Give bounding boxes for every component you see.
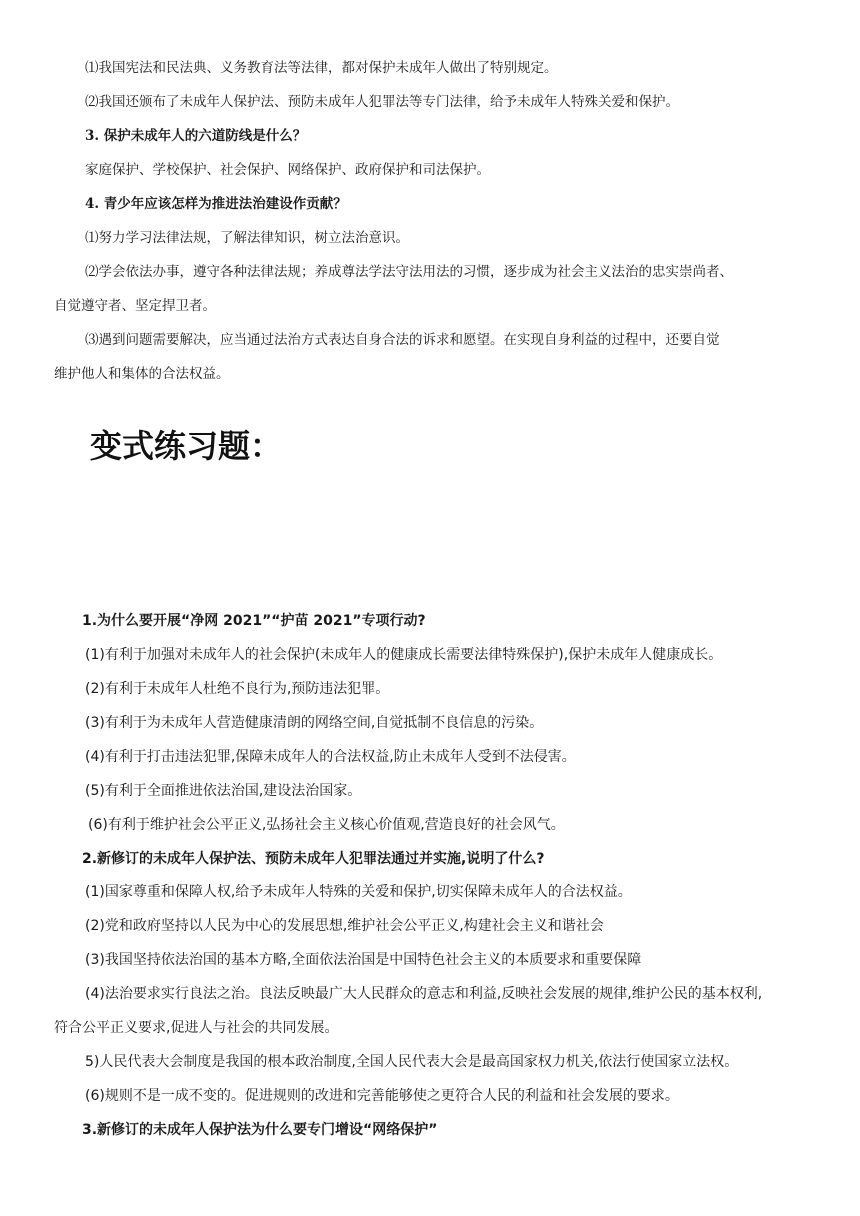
- paragraph-a-p2: ⑵我国还颁布了未成年人保护法、预防未成年人犯罪法等专门法律，给予未成年人特殊关爱和保护。: [85, 94, 679, 110]
- exercise-q1-item: (4)有利于打击违法犯罪,保障未成年人的合法权益,防止未成年人受到不法侵害。: [85, 749, 576, 765]
- answer-4-item-2-line-1: ⑵学会依法办事，遵守各种法律法规；养成尊法学法守法用法的习惯，逐步成为社会主义法治的忠实崇尚者、: [85, 264, 733, 280]
- exercise-q1-item: (5)有利于全面推进依法治国,建设法治国家。: [85, 783, 362, 799]
- exercise-q2-item: (3)我国坚持依法治国的基本方略,全面依法治国是中国特色社会主义的本质要求和重要保障: [85, 952, 642, 968]
- exercise-q2-item-continued: 符合公平正义要求,促进人与社会的共同发展。: [54, 1020, 339, 1036]
- exercise-q2-item: 5)人民代表大会制度是我国的根本政治制度,全国人民代表大会是最高国家权力机关,依法行使国家立法权。: [85, 1054, 739, 1070]
- exercise-question-1-title: 1.为什么要开展“净网 2021”“护苗 2021”专项行动?: [82, 613, 426, 629]
- question-4-title: 4. 青少年应该怎样为推进法治建设作贡献？: [85, 196, 347, 212]
- answer-3: 家庭保护、学校保护、社会保护、网络保护、政府保护和司法保护。: [85, 162, 490, 178]
- answer-4-item-3-line-1: ⑶遇到问题需要解决，应当通过法治方式表达自身合法的诉求和愿望。在实现自身利益的过程中，还要自觉: [85, 332, 720, 348]
- question-3-title: 3. 保护未成年人的六道防线是什么？: [85, 128, 307, 144]
- exercise-question-3-title: 3.新修订的未成年人保护法为什么要专门增设“网络保护”: [82, 1122, 438, 1138]
- exercise-q2-item: (2)党和政府坚持以人民为中心的发展思想,维护社会公平正义,构建社会主义和谐社会: [85, 918, 604, 934]
- exercise-q2-item: (1)国家尊重和保障人权,给予未成年人特殊的关爱和保护,切实保障未成年人的合法权益。: [85, 884, 632, 900]
- exercise-q1-item: (1)有利于加强对未成年人的社会保护(未成年人的健康成长需要法律特殊保护),保护未成年人健康成长。: [85, 647, 723, 663]
- exercise-q2-item: (4)法治要求实行良法之治。良法反映最广大人民群众的意志和利益,反映社会发展的规律,维护公民的基本权利,: [85, 986, 763, 1002]
- exercise-heading: 变式练习题：: [90, 427, 283, 465]
- exercise-question-2-title: 2.新修订的未成年人保护法、预防未成年人犯罪法通过并实施,说明了什么?: [82, 851, 545, 867]
- exercise-q2-item: (6)规则不是一成不变的。促进规则的改进和完善能够使之更符合人民的利益和社会发展的要求。: [85, 1088, 679, 1104]
- exercise-q1-item: (6)有利于维护社会公平正义,弘扬社会主义核心价值观,营造良好的社会风气。: [88, 817, 565, 833]
- answer-4-item-3-line-2: 维护他人和集体的合法权益。: [54, 366, 230, 382]
- paragraph-a-p1: ⑴我国宪法和民法典、义务教育法等法律，都对保护未成年人做出了特别规定。: [85, 60, 558, 76]
- answer-4-item-1: ⑴努力学习法律法规，了解法律知识，树立法治意识。: [85, 230, 409, 246]
- exercise-q1-item: (3)有利于为未成年人营造健康清朗的网络空间,自觉抵制不良信息的污染。: [85, 715, 544, 731]
- answer-4-item-2-line-2: 自觉遵守者、坚定捍卫者。: [54, 298, 216, 314]
- exercise-q1-item: (2)有利于未成年人杜绝不良行为,预防违法犯罪。: [85, 681, 390, 697]
